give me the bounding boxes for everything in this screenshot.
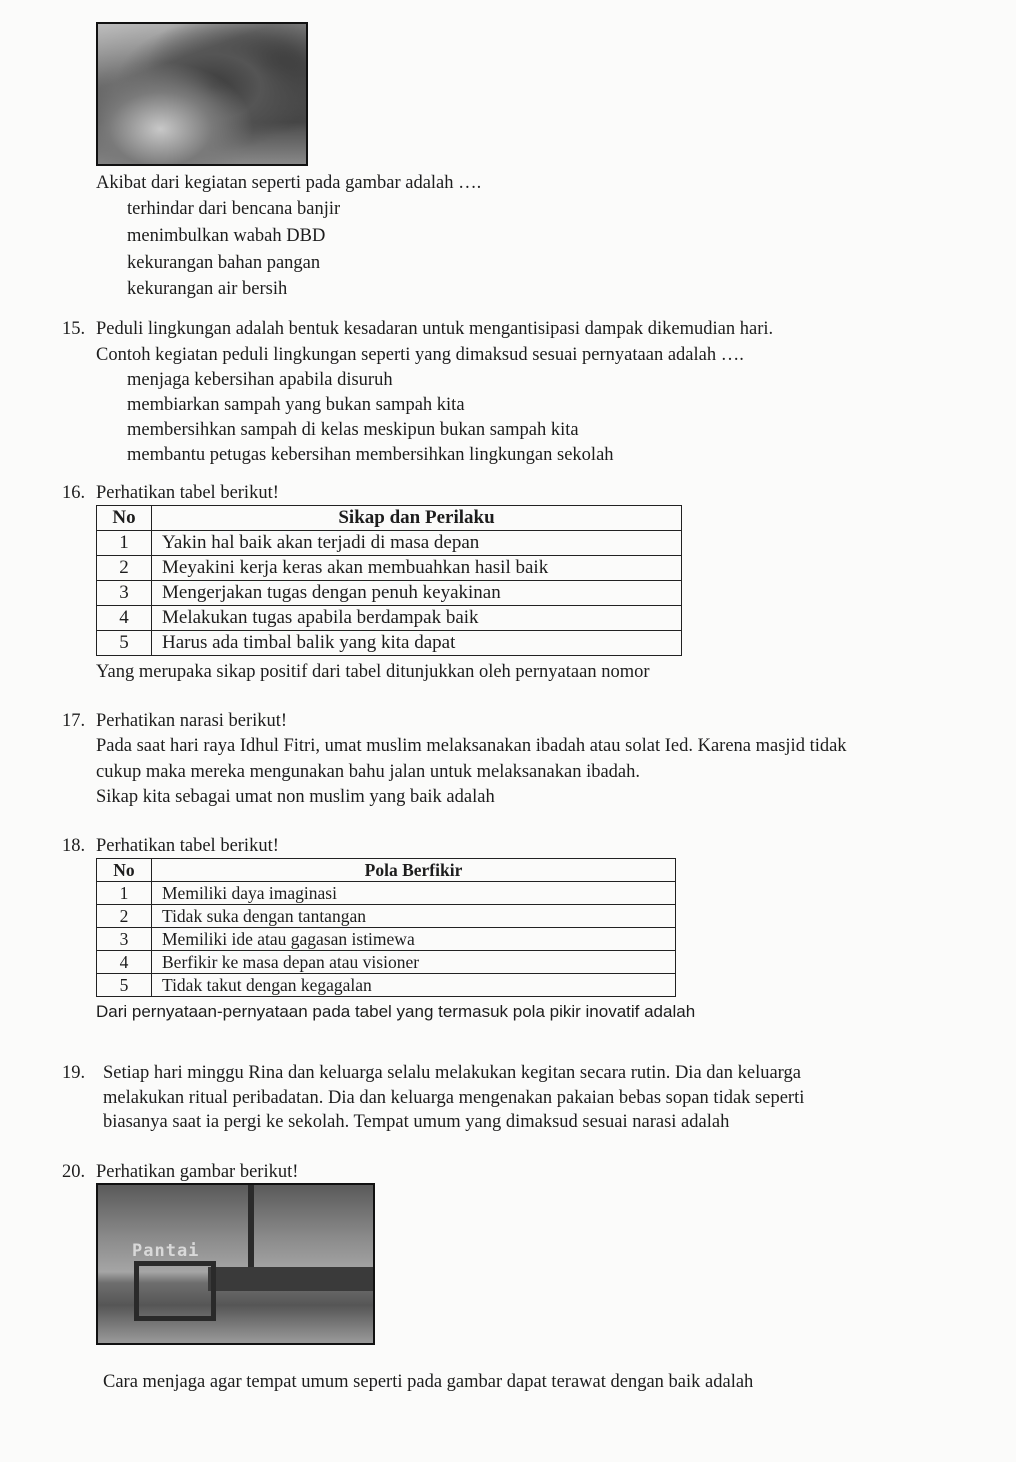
table-header-row (97, 506, 682, 531)
table-cell-no: 1 (97, 531, 152, 556)
table-header-no: No (97, 506, 152, 531)
table-cell-text: Tidak suka dengan tantangan (152, 905, 676, 928)
q15-option-4: membantu petugas kebersihan membersihkan lingkungan sekolah (127, 445, 614, 465)
q17-number: 17. (62, 711, 86, 731)
photo-sign-text: Pantai (132, 1241, 200, 1261)
table-cell-text: Harus ada timbal balik yang kita dapat (152, 631, 682, 656)
table-header-attitude: Sikap dan Perilaku (152, 506, 682, 531)
table-cell-no: 2 (97, 556, 152, 581)
table-cell-no: 3 (97, 928, 152, 951)
table-row (97, 531, 682, 556)
q18-table (96, 858, 676, 997)
table-cell-text: Tidak takut dengan kegagalan (152, 974, 676, 997)
table-cell-no: 5 (97, 974, 152, 997)
q19-line-2: melakukan ritual peribadatan. Dia dan keluarga mengenakan pakaian bebas sopan tidak seperti (103, 1088, 805, 1108)
table-row (97, 928, 676, 951)
table-header-pattern: Pola Berfikir (152, 859, 676, 882)
table-row (97, 905, 676, 928)
photo-sign-board (208, 1267, 373, 1291)
table-cell-text: Mengerjakan tugas dengan penuh keyakinan (152, 581, 682, 606)
q17-line-1: Pada saat hari raya Idhul Fitri, umat muslim melaksanakan ibadah atau solat Ied. Karena masjid tidak (96, 736, 847, 756)
q20-intro: Perhatikan gambar berikut! (96, 1162, 299, 1182)
table-header-row (97, 859, 676, 882)
table-cell-no: 4 (97, 951, 152, 974)
q16-question: Yang merupaka sikap positif dari tabel ditunjukkan oleh pernyataan nomor (96, 662, 650, 682)
q20-question: Cara menjaga agar tempat umum seperti pada gambar dapat terawat dengan baik adalah (103, 1372, 754, 1392)
q15-line-2: Contoh kegiatan peduli lingkungan seperti yang dimaksud sesuai pernyataan adalah …. (96, 345, 744, 365)
table-cell-no: 2 (97, 905, 152, 928)
q20-number: 20. (62, 1162, 86, 1182)
q18-question: Dari pernyataan-pernyataan pada tabel yang termasuk pola pikir inovatif adalah (96, 1002, 696, 1021)
table-row (97, 606, 682, 631)
table-cell-text: Memiliki ide atau gagasan istimewa (152, 928, 676, 951)
table-cell-no: 3 (97, 581, 152, 606)
table-cell-text: Yakin hal baik akan terjadi di masa depan (152, 531, 682, 556)
q18-number: 18. (62, 836, 86, 856)
q16-intro: Perhatikan tabel berikut! (96, 483, 279, 503)
table-row (97, 974, 676, 997)
table-row (97, 556, 682, 581)
table-cell-no: 1 (97, 882, 152, 905)
q14-photo-cleanup (96, 22, 308, 166)
q20-photo-beach-sign (96, 1183, 375, 1345)
q16-number: 16. (62, 483, 86, 503)
q15-option-1: menjaga kebersihan apabila disuruh (127, 370, 393, 390)
q15-number: 15. (62, 319, 86, 339)
q19-line-1: Setiap hari minggu Rina dan keluarga selalu melakukan kegitan secara rutin. Dia dan keluarga (103, 1063, 801, 1083)
q18-intro: Perhatikan tabel berikut! (96, 836, 279, 856)
table-row (97, 631, 682, 656)
table-cell-text: Memiliki daya imaginasi (152, 882, 676, 905)
table-cell-no: 4 (97, 606, 152, 631)
table-row (97, 581, 682, 606)
table-header-no: No (97, 859, 152, 882)
q17-line-3: Sikap kita sebagai umat non muslim yang baik adalah (96, 787, 495, 807)
q17-intro: Perhatikan narasi berikut! (96, 711, 288, 731)
q16-table (96, 505, 682, 656)
table-cell-text: Meyakini kerja keras akan membuahkan hasil baik (152, 556, 682, 581)
q19-number: 19. (62, 1063, 86, 1083)
q19-line-3: biasanya saat ia pergi ke sekolah. Tempat umum yang dimaksud sesuai narasi adalah (103, 1112, 730, 1132)
q14-option-1: terhindar dari bencana banjir (127, 199, 341, 219)
table-cell-text: Melakukan tugas apabila berdampak baik (152, 606, 682, 631)
q15-line-1: Peduli lingkungan adalah bentuk kesadaran untuk mengantisipasi dampak dikemudian hari. (96, 319, 774, 339)
table-cell-text: Berfikir ke masa depan atau visioner (152, 951, 676, 974)
q17-line-2: cukup maka mereka mengunakan bahu jalan untuk melaksanakan ibadah. (96, 762, 641, 782)
q15-option-2: membiarkan sampah yang bukan sampah kita (127, 395, 465, 415)
q15-option-3: membersihkan sampah di kelas meskipun bukan sampah kita (127, 420, 579, 440)
table-cell-no: 5 (97, 631, 152, 656)
photo-sign-frame (134, 1261, 216, 1321)
q14-question: Akibat dari kegiatan seperti pada gambar adalah …. (96, 173, 482, 193)
q14-option-4: kekurangan air bersih (127, 279, 288, 299)
table-row (97, 951, 676, 974)
table-row (97, 882, 676, 905)
q14-option-2: menimbulkan wabah DBD (127, 226, 326, 246)
photo-pole (248, 1185, 254, 1275)
q14-option-3: kekurangan bahan pangan (127, 253, 321, 273)
